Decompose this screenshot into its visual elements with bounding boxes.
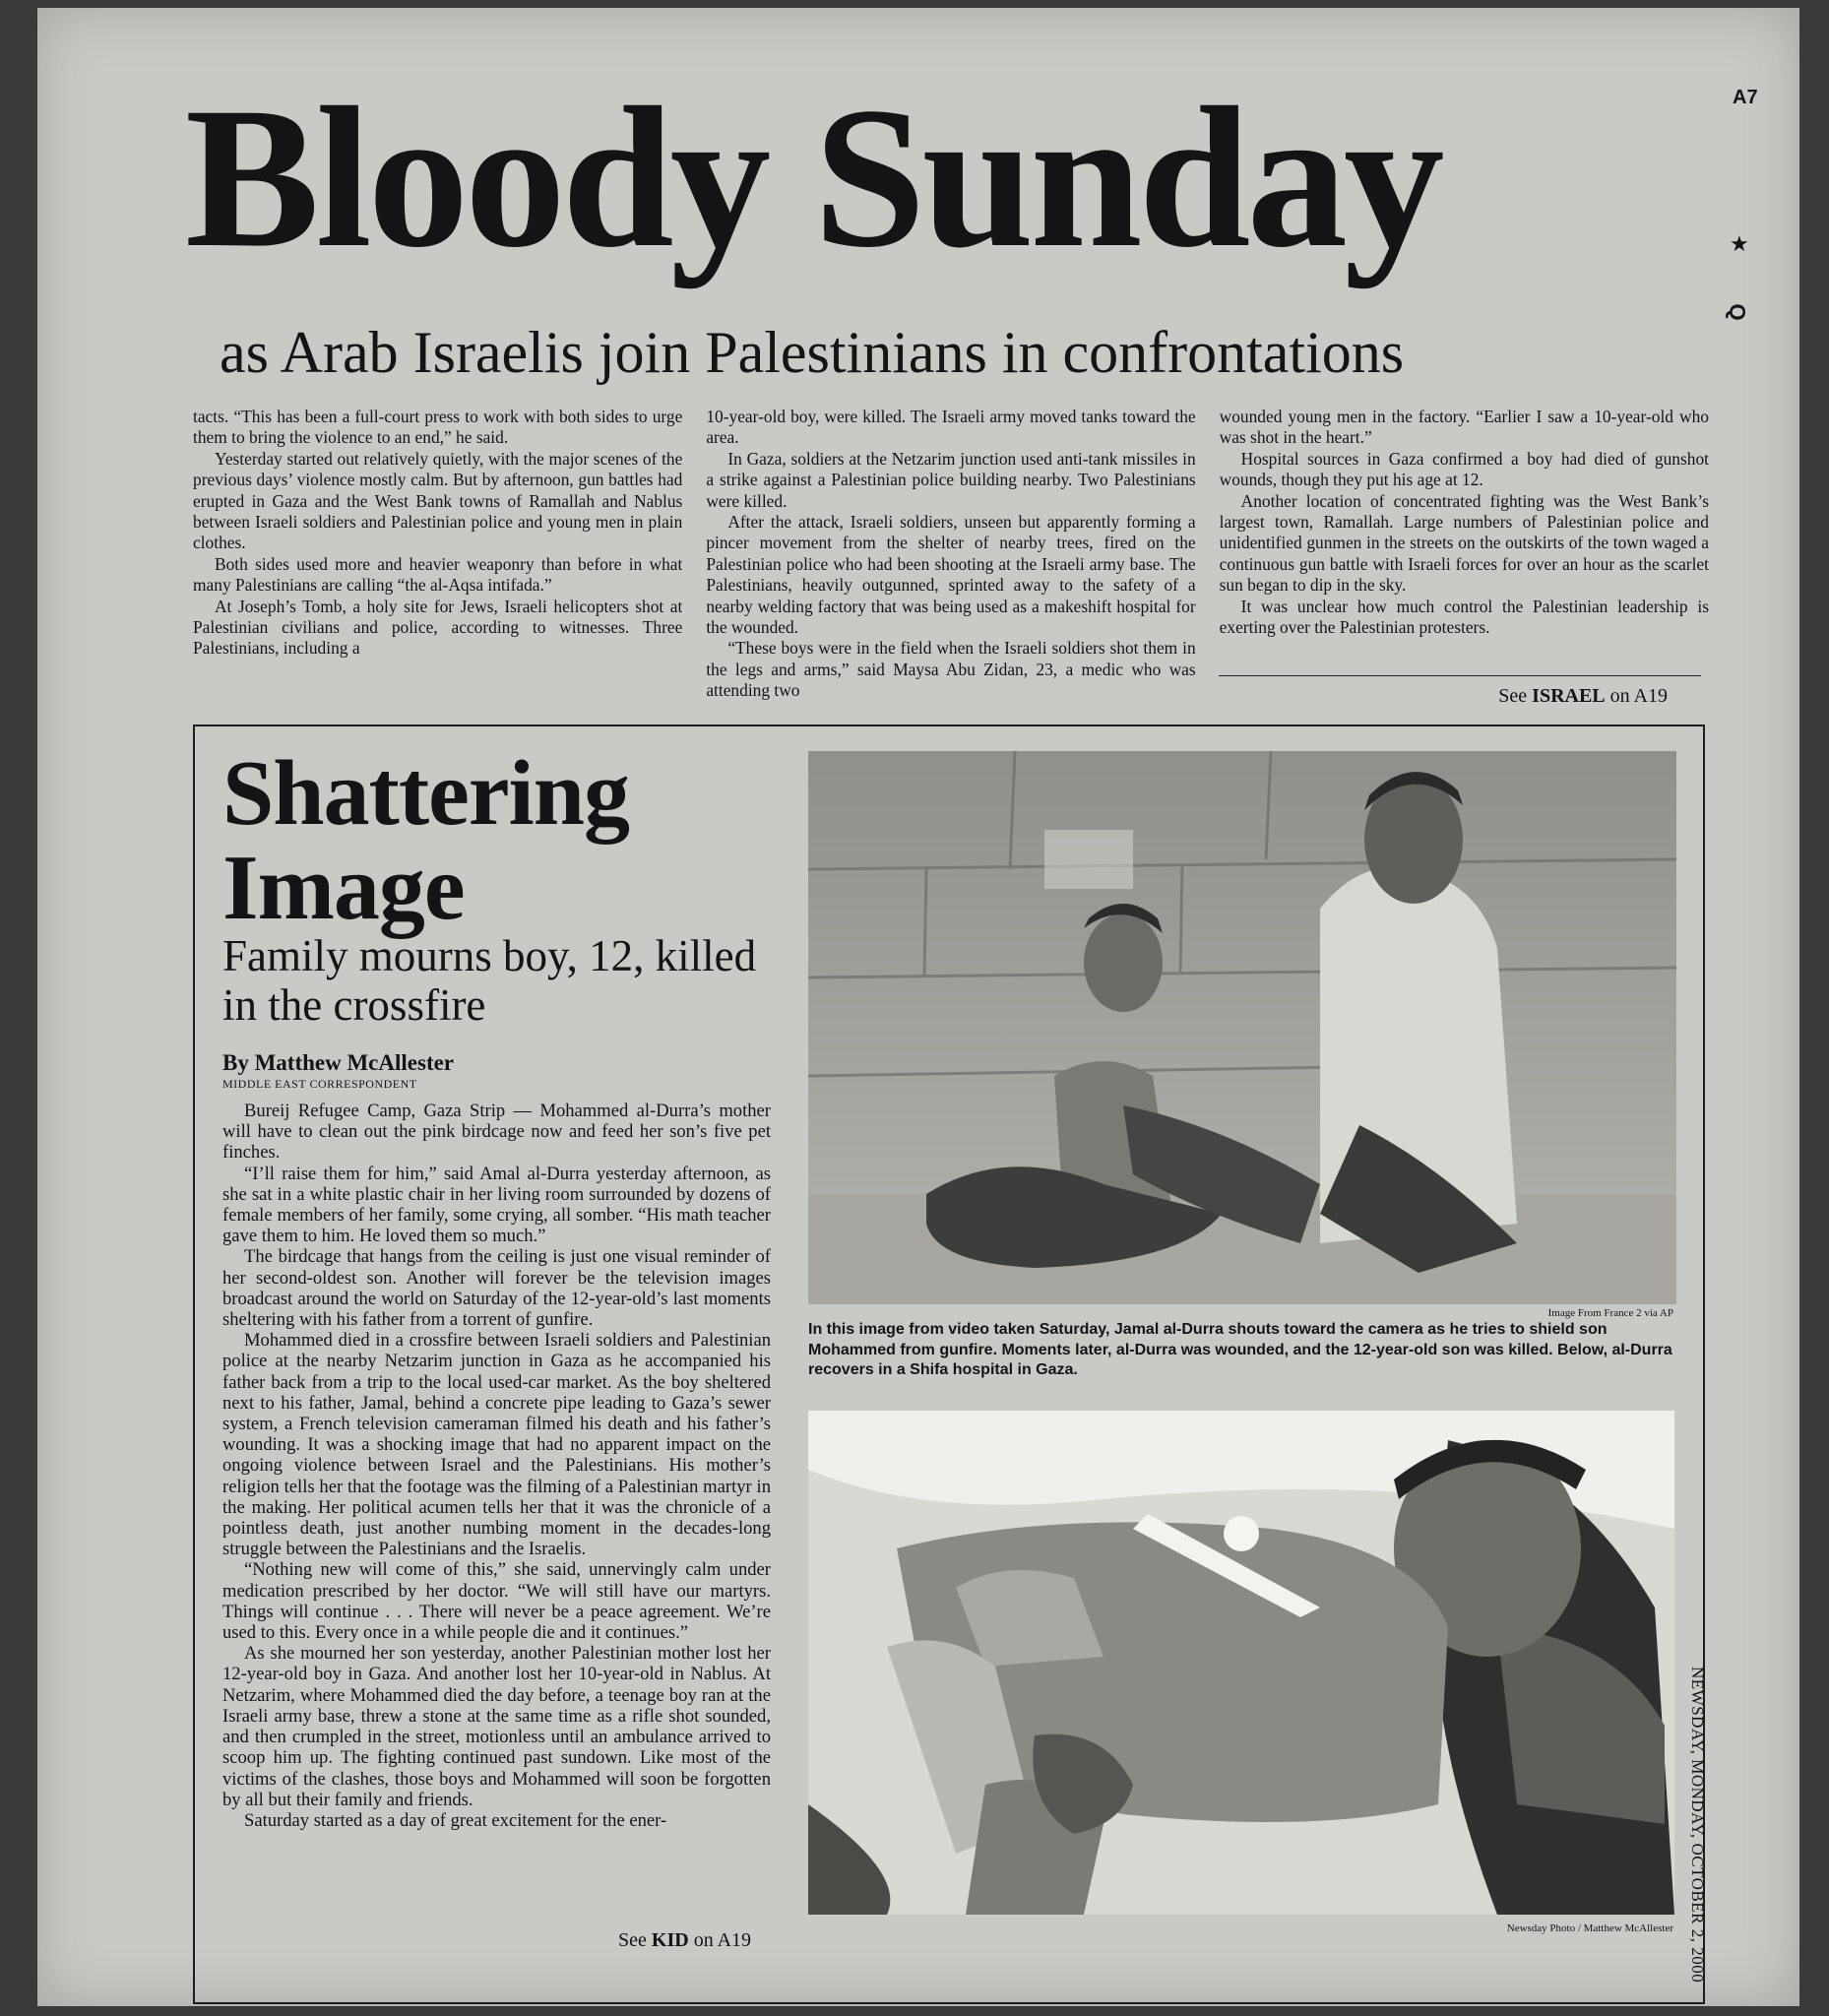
lead-paragraph: It was unclear how much control the Palestinian leadership is exerting over the Palestinian protesters. bbox=[1219, 596, 1709, 638]
jump-prefix: See bbox=[1498, 685, 1533, 707]
photo2-credit: Newsday Photo / Matthew McAllester bbox=[1506, 1922, 1673, 1934]
lead-column-1 bbox=[193, 407, 682, 704]
photo1-credit: Image From France 2 via AP bbox=[1547, 1307, 1673, 1319]
lead-paragraph: Yesterday started out relatively quietly, with the major scenes of the previous days’ violence mostly calm. But by afternoon, gun battles had erupted in Gaza and the West Bank towns of Ramallah and Nablus between Israeli soldiers and Palestinian police and young men in plain clothes. bbox=[193, 448, 683, 553]
feature-paragraph: Bureij Refugee Camp, Gaza Strip — Mohammed al-Durra’s mother will have to clean out the pink birdcage now and feed her son’s five pet finches. bbox=[222, 1101, 771, 1164]
jump-keyword: ISRAEL bbox=[1532, 685, 1606, 707]
jump-divider bbox=[1219, 675, 1701, 676]
lead-paragraph: 10-year-old boy, were killed. The Israeli army moved tanks toward the area. bbox=[706, 407, 1196, 448]
feature-story-box bbox=[193, 724, 1705, 2004]
lead-paragraph: tacts. “This has been a full-court press to work with both sides to urge them to bring the violence to an end,” he said. bbox=[193, 407, 683, 448]
lead-paragraph: Another location of concentrated fighting was the West Bank’s largest town, Ramallah. Large numbers of Palestinian police and unidentified gunmen in the streets on the outskirts of the town waged a continuous gun battle with Israeli forces for over an hour as the scarlet sun began to dip in the sky. bbox=[1219, 490, 1709, 596]
edition-mark: Q bbox=[1725, 303, 1750, 321]
lead-column-3 bbox=[1220, 407, 1709, 704]
jump-keyword: KID bbox=[651, 1929, 689, 1951]
feature-paragraph: As she mourned her son yesterday, another Palestinian mother lost her 12-year-old boy in Gaza. And another lost her 10-year-old in Nablus. At Netzarim, where Mohammed died the day before, a teenage boy ran at the Israeli army base, threw a stone at the same time as a rifle shot sounded, and then crumpled in the street, motionless until an ambulance arrived to scoop him up. The fighting continued past sundown. Like most of the victims of the clashes, those boys and Mohammed will soon be forgotten by all but their family and friends. bbox=[222, 1643, 771, 1810]
newspaper-page bbox=[37, 8, 1799, 2006]
feature-paragraph: Mohammed died in a crossfire between Israeli soldiers and Palestinian police at the nearby Netzarim junction in Gaza as he accompanied his father back from a trip to the local used-car market. As the boy sheltered next to his father, Jamal, behind a concrete pipe leading to Gaza’s sewer system, a French television cameraman filmed his death and his father’s wounding. It was a shocking image that had no apparent impact on the ongoing violence between Israel and the Palestinians. His mother’s religion tells her that the footage was the filming of a Palestinian martyr in the making. Her political acumen tells her that it was the chronicle of a pointless death, just another numbing moment in the decades-long struggle between the Palestinians and the Israelis. bbox=[222, 1330, 771, 1560]
feature-body bbox=[222, 1101, 771, 1922]
byline: By Matthew McAllester bbox=[222, 1050, 455, 1075]
byline-title: MIDDLE EAST CORRESPONDENT bbox=[222, 1077, 417, 1091]
star-icon: ★ bbox=[1730, 232, 1749, 257]
photo-father-shielding-son bbox=[808, 751, 1676, 1304]
folio-dateline: NEWSDAY, MONDAY, OCTOBER 2, 2000 bbox=[1688, 1667, 1707, 1984]
lead-paragraph: “These boys were in the field when the Israeli soldiers shot them in the legs and arms,” said Maysa Abu Zidan, 23, a medic who was attending two bbox=[706, 638, 1196, 701]
lead-paragraph: At Joseph’s Tomb, a holy site for Jews, Israeli helicopters shot at Palestinian civilians and police, according to witnesses. Three Palestinians, including a bbox=[193, 596, 683, 659]
feature-deck: Family mourns boy, 12, killed in the crossfire bbox=[222, 931, 757, 1030]
photo-father-in-hospital bbox=[808, 1411, 1674, 1915]
lead-story-jump-link[interactable] bbox=[1498, 685, 1668, 708]
lead-paragraph: In Gaza, soldiers at the Netzarim junction used anti-tank missiles in a strike against a Palestinian police building nearby. Two Palestinians were killed. bbox=[706, 448, 1196, 511]
feature-paragraph: Saturday started as a day of great excitement for the ener- bbox=[244, 1809, 667, 1831]
feature-paragraph: The birdcage that hangs from the ceiling is just one visual reminder of her second-oldest son. Another will forever be the television images broadcast around the world on Saturday of the 12-year-old’s last moments sheltering with his father from a torrent of gunfire. bbox=[222, 1246, 771, 1331]
lead-paragraph: Both sides used more and heavier weaponry than before in what many Palestinians are calling “the al-Aqsa intifada.” bbox=[193, 553, 683, 596]
lead-paragraph: Hospital sources in Gaza confirmed a boy had died of gunshot wounds, though they put his age at 12. bbox=[1219, 448, 1709, 490]
feature-paragraph: “Nothing new will come of this,” she said, unnervingly calm under medication prescribed by her doctor. “We will still have our martyrs. Things will continue . . . There will never be a peace agreement. We’re used to this. Every once in a while people die and it continues.” bbox=[222, 1559, 771, 1644]
lead-paragraph: After the attack, Israeli soldiers, unseen but apparently forming a pincer movement from the shelter of nearby trees, fired on the Palestinian police who had been shooting at the Israeli army base. The Palestinians, heavily outgunned, sprinted away to the safety of a nearby welding factory that was being used as a makeshift hospital for the wounded. bbox=[706, 512, 1196, 638]
main-subhead: as Arab Israelis join Palestinians in confrontations bbox=[220, 320, 1405, 385]
photo-caption: In this image from video taken Saturday, Jamal al-Durra shouts toward the camera as he tries to shield son Mohammed from gunfire. Moments later, al-Durra was wounded, and the 12-year-old son was killed. Below, al-Durra recovers in a Shifa hospital in Gaza. bbox=[808, 1321, 1672, 1379]
lead-column-2 bbox=[706, 407, 1195, 704]
lead-story-columns bbox=[193, 407, 1709, 704]
jump-suffix: on A19 bbox=[1605, 685, 1668, 707]
main-headline: Bloody Sunday bbox=[185, 66, 1441, 289]
lead-paragraph: wounded young men in the factory. “Earlier I saw a 10-year-old who was shot in the heart.” bbox=[1219, 407, 1709, 448]
feature-headline: Shattering Image bbox=[222, 742, 629, 939]
feature-paragraph: “I’ll raise them for him,” said Amal al-Durra yesterday afternoon, as she sat in a white plastic chair in her living room surrounded by dozens of female members of her family, some crying, all somber. “His math teacher gave them to him. He loved them so much.” bbox=[222, 1163, 771, 1247]
jump-prefix: See bbox=[618, 1929, 652, 1951]
jump-suffix: on A19 bbox=[688, 1929, 752, 1951]
page-number: A7 bbox=[1733, 87, 1758, 108]
feature-jump-link[interactable] bbox=[618, 1929, 751, 1952]
